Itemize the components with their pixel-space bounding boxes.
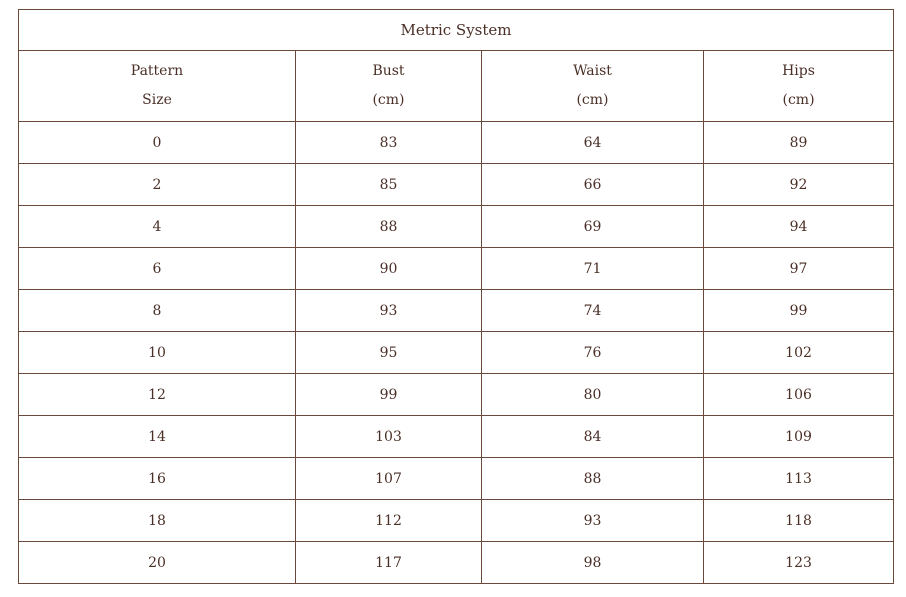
column-header-bust <box>296 51 482 122</box>
header-unit: (cm) <box>372 92 405 108</box>
cell-waist: 88 <box>482 458 704 500</box>
cell-hips: 102 <box>704 332 894 374</box>
header-label: Hips <box>782 63 815 79</box>
cell-bust: 112 <box>296 500 482 542</box>
cell-bust: 117 <box>296 542 482 584</box>
cell-waist: 71 <box>482 248 704 290</box>
table-row <box>19 500 894 542</box>
cell-waist: 64 <box>482 122 704 164</box>
cell-bust: 99 <box>296 374 482 416</box>
table-row <box>19 416 894 458</box>
cell-waist: 76 <box>482 332 704 374</box>
cell-size: 4 <box>19 206 296 248</box>
table-row <box>19 374 894 416</box>
cell-waist: 93 <box>482 500 704 542</box>
cell-hips: 118 <box>704 500 894 542</box>
cell-hips: 89 <box>704 122 894 164</box>
cell-hips: 109 <box>704 416 894 458</box>
cell-waist: 74 <box>482 290 704 332</box>
cell-hips: 99 <box>704 290 894 332</box>
cell-size: 16 <box>19 458 296 500</box>
header-label: Bust <box>372 63 405 79</box>
header-label: Pattern <box>130 63 184 79</box>
cell-bust: 95 <box>296 332 482 374</box>
cell-bust: 85 <box>296 164 482 206</box>
cell-bust: 103 <box>296 416 482 458</box>
cell-size: 10 <box>19 332 296 374</box>
cell-waist: 69 <box>482 206 704 248</box>
table-title: Metric System <box>19 10 894 51</box>
cell-bust: 107 <box>296 458 482 500</box>
table-row <box>19 290 894 332</box>
table-header-row <box>19 51 894 122</box>
table-row <box>19 332 894 374</box>
table-row <box>19 248 894 290</box>
header-label: Waist <box>573 63 612 79</box>
header-unit: Size <box>142 92 172 108</box>
cell-hips: 123 <box>704 542 894 584</box>
cell-size: 18 <box>19 500 296 542</box>
table-title-row <box>19 10 894 51</box>
cell-size: 12 <box>19 374 296 416</box>
header-unit: (cm) <box>576 92 609 108</box>
cell-size: 8 <box>19 290 296 332</box>
table-row <box>19 122 894 164</box>
cell-waist: 80 <box>482 374 704 416</box>
cell-size: 6 <box>19 248 296 290</box>
cell-bust: 83 <box>296 122 482 164</box>
table-row <box>19 164 894 206</box>
metric-size-table <box>18 9 894 584</box>
cell-bust: 93 <box>296 290 482 332</box>
cell-size: 0 <box>19 122 296 164</box>
column-header-pattern-size <box>19 51 296 122</box>
cell-waist: 98 <box>482 542 704 584</box>
header-unit: (cm) <box>782 92 815 108</box>
table-row <box>19 458 894 500</box>
cell-hips: 92 <box>704 164 894 206</box>
cell-bust: 88 <box>296 206 482 248</box>
column-header-hips <box>704 51 894 122</box>
cell-size: 14 <box>19 416 296 458</box>
cell-hips: 113 <box>704 458 894 500</box>
cell-waist: 66 <box>482 164 704 206</box>
cell-size: 2 <box>19 164 296 206</box>
cell-hips: 94 <box>704 206 894 248</box>
table-row <box>19 542 894 584</box>
cell-waist: 84 <box>482 416 704 458</box>
table-row <box>19 206 894 248</box>
column-header-waist <box>482 51 704 122</box>
cell-size: 20 <box>19 542 296 584</box>
cell-bust: 90 <box>296 248 482 290</box>
cell-hips: 106 <box>704 374 894 416</box>
cell-hips: 97 <box>704 248 894 290</box>
